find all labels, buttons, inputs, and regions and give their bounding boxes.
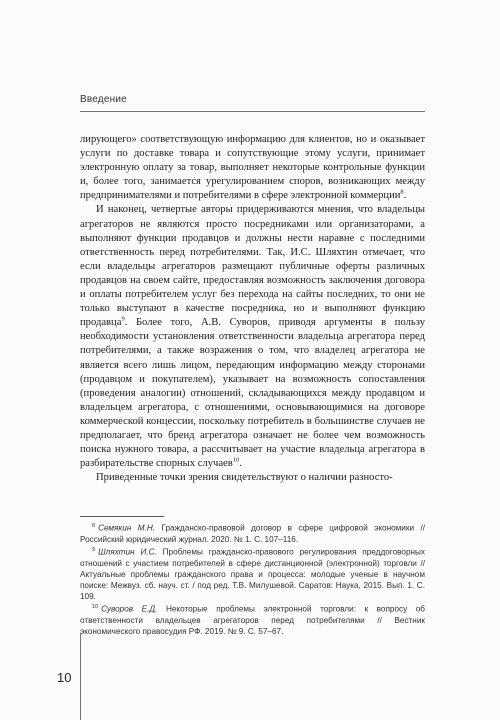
footnote-number: 9 bbox=[92, 546, 96, 553]
paragraph-1 bbox=[80, 133, 425, 203]
footnote-text: Проблемы гражданско-правового регулирования преддоговорных отношений с участием потребителей в сфере дистанционной (электронной) торговли // Актуальные проблемы гражданского права и процесса: молодые ученые в научном поиске: Межвуз. сб. науч. ст. / под ред. Т.В. Милушевой. Саратов: Наука, 2015. Вып. 1. С. 109. bbox=[80, 547, 426, 602]
footnote-author: Шляхтин И.С. bbox=[98, 547, 157, 557]
paragraph-1-end: . bbox=[403, 190, 407, 202]
header-divider bbox=[80, 111, 425, 112]
footnote-number: 8 bbox=[92, 523, 96, 529]
paragraph-2-text-a: И наконец, четвертые авторы придерживаются мнения, что владельцы агрегаторов не являются просто посредниками или организаторами, а выполняют функции продавцов и должны нести наравне с последними ответственность перед потребителями. Так, И.С. Шляхтин отмечает, что если владельцы агрегаторов размещают публичные оферты различных продавцов на своем сайте, предоставляя возможность заключения договора и оплаты потребителем услуг без перехода на сайты последних, то они не только выступают в качестве посредника, но и выполняют функцию продавца bbox=[80, 204, 425, 329]
footnote-ref-8: 8 bbox=[400, 188, 404, 196]
paragraph-2-text-b: . Более того, А.В. Суворов, приводя аргументы в пользу необходимости установления ответственности владельца агрегатора перед потребителями, а также возражения о том, что владелец агрегатора не является всего лишь лицом, передающим информацию между сторонами (продавцом и покупателем), указывает на возможность сопоставления (проведения аналогии) отношений, складывающихся между продавцом и владельцем агрегатора, с отношениями, основывающимися на договоре коммерческой концессии, поскольку потребитель в большинстве случаев не предполагает, что бренд агрегатора означает не более чем возможность поиска нужного товара, а рассчитывает на участие владельца агрегатора в разбирательстве спорных случаев bbox=[80, 317, 425, 470]
paragraph-3: Приведенные точки зрения свидетельствуют о наличии разносто- bbox=[96, 472, 393, 484]
page-edge-rule bbox=[80, 633, 81, 720]
main-text bbox=[80, 133, 425, 485]
footnote-number: 10 bbox=[92, 604, 99, 611]
paragraph-2 bbox=[80, 203, 425, 471]
footnote-divider bbox=[80, 516, 164, 517]
footnote-author: Суворов Е.Д. bbox=[101, 604, 158, 614]
paragraph-1-text: лирующего» соответствующую информацию для клиентов, но и оказывает услуги по доставке товара и сопутствующие этому услуги, принимает электронную оплату за товар, выполняет некоторые контрольные функции и, более того, занимается урегулированием споров, возникающих между предпринимателями и потребителями в сфере электронной коммерции bbox=[80, 134, 425, 202]
footnote-10 bbox=[80, 602, 425, 637]
page-number: 10 bbox=[57, 670, 72, 685]
running-head: Введение bbox=[80, 94, 127, 105]
footnote-text: Гражданско-правовой договор в сфере цифровой экономики // Российский юридический журнал. 2020. № 1. С. 107–116. bbox=[80, 523, 426, 544]
footnote-9 bbox=[80, 545, 425, 602]
footnote-author: Семякин М.Н. bbox=[98, 523, 156, 533]
footnotes bbox=[80, 521, 425, 637]
footnote-8 bbox=[80, 521, 425, 545]
footnote-ref-10: 10 bbox=[232, 456, 240, 464]
paragraph-2-end: . bbox=[239, 458, 242, 470]
footnote-text: Некоторые проблемы электронной торговли: к вопросу об ответственности владельцев агрегаторов перед потребителями // Вестник экономического правосудия РФ. 2019. № 9. С. 57–67. bbox=[80, 604, 425, 637]
footnote-ref-9: 9 bbox=[121, 315, 125, 323]
